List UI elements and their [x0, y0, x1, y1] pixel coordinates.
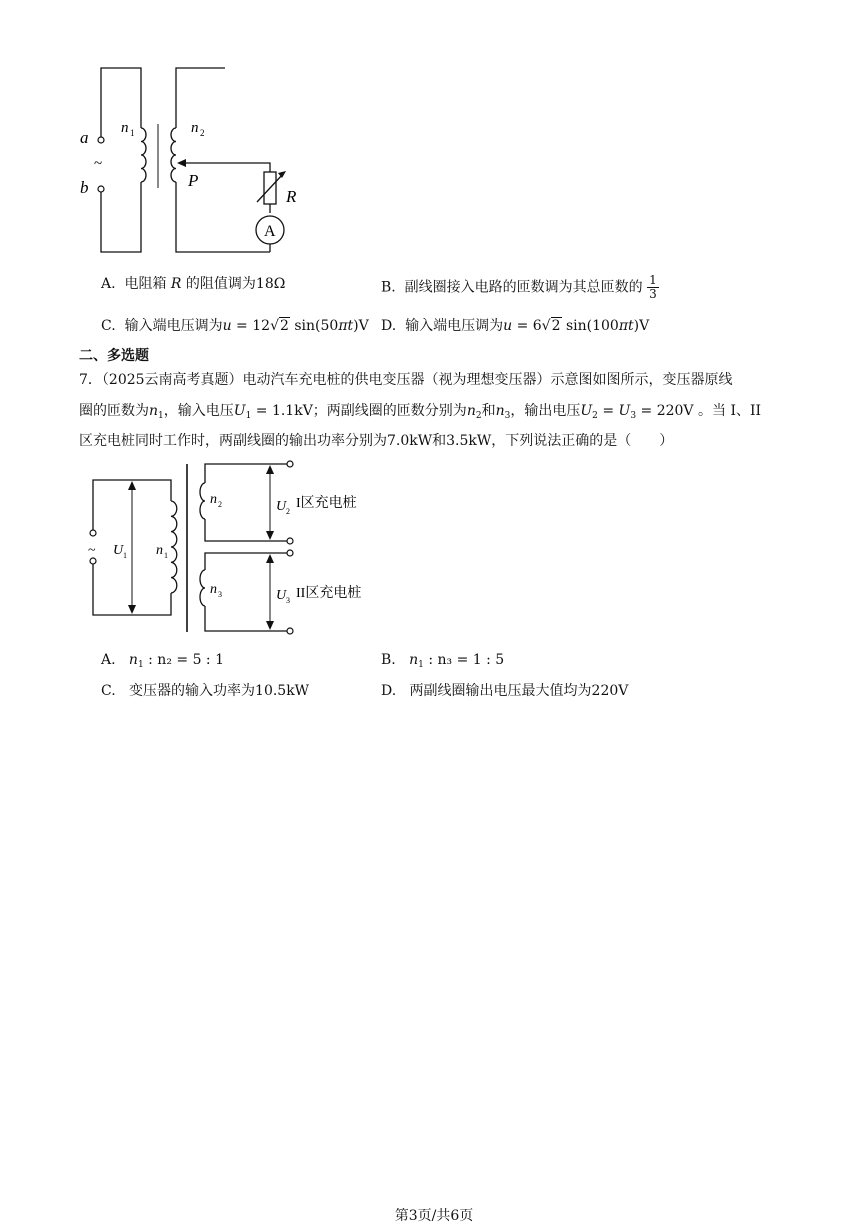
- ac-symbol-2: ~: [88, 543, 96, 558]
- q7-stem-line1: 7．（2025云南高考真题）电动汽车充电桩的供电变压器（视为理想变压器）示意图如图所示，变压器原线: [79, 372, 733, 388]
- n3-label: n: [210, 582, 217, 597]
- ammeter-label: A: [264, 223, 276, 240]
- n1-sub: 1: [130, 128, 135, 138]
- ac-symbol: ~: [94, 156, 103, 172]
- q7-option-b[interactable]: B. $n_1$ : n₃ = 1 : 5: [381, 652, 505, 670]
- u1-sub: 1: [123, 551, 127, 560]
- zone1-label: I区充电桩: [296, 496, 357, 511]
- n2-label: n: [191, 120, 199, 136]
- q7-option-c[interactable]: C. 变压器的输入功率为10.5kW: [101, 683, 310, 699]
- q6-option-c[interactable]: C. 输入端电压调为u = 12√2 sin(50πt)V: [101, 318, 369, 334]
- u3-sub: 3: [286, 596, 290, 605]
- terminal-a-label: a: [80, 128, 89, 147]
- u2-label: U: [276, 499, 287, 514]
- n2-label-2: n: [210, 492, 217, 507]
- n1-label: n: [121, 120, 129, 136]
- zone2-label: II区充电桩: [296, 586, 362, 601]
- slider-p-label: P: [188, 171, 199, 190]
- n3-sub: 3: [218, 590, 222, 599]
- q7-option-a[interactable]: A. $n_1$ : n₂ = 5 : 1: [101, 652, 224, 670]
- circuit-diagram-q7: [80, 455, 400, 640]
- n2-sub: 2: [200, 128, 205, 138]
- q6-option-b[interactable]: B. 副线圈接入电路的匝数调为其总匝数的 $\frac{1}{3}$: [381, 273, 657, 301]
- u2-sub: 2: [286, 507, 290, 516]
- q6-option-a[interactable]: A. 电阻箱 R 的阻值调为18Ω: [101, 276, 286, 292]
- q7-option-d[interactable]: D. 两副线圈输出电压最大值均为220V: [381, 683, 629, 699]
- q7-stem-line3: 区充电桩同时工作时，两副线圈的输出功率分别为7.0kW和3.5kW，下列说法正确的是（ ）: [79, 433, 674, 449]
- u3-label: U: [276, 588, 287, 603]
- q6-option-d[interactable]: D. 输入端电压调为u = 6√2 sin(100πt)V: [381, 318, 650, 334]
- fraction-one-third: $\frac{1}{3}$: [649, 273, 657, 301]
- terminal-b-label: b: [80, 178, 89, 197]
- n1-sub-2: 1: [164, 551, 168, 560]
- section-title-multiple-choice: 二、多选题: [79, 348, 149, 364]
- q7-stem-line2: 圈的匝数为$n_1$，输入电压$U_1 = 1.1kV$；两副线圈的匝数分别为$n_2$和$n_3$，输出电压$U_2 = U_3 = 220V$ 。当 I、II: [79, 403, 762, 421]
- resistor-r-label: R: [286, 187, 297, 206]
- u1-label: U: [113, 543, 124, 558]
- circuit-diagram-q6: [70, 60, 330, 260]
- n2-sub-2: 2: [218, 500, 222, 509]
- n1-label-2: n: [156, 543, 163, 558]
- page-number: 第3页/共6页: [394, 1208, 474, 1224]
